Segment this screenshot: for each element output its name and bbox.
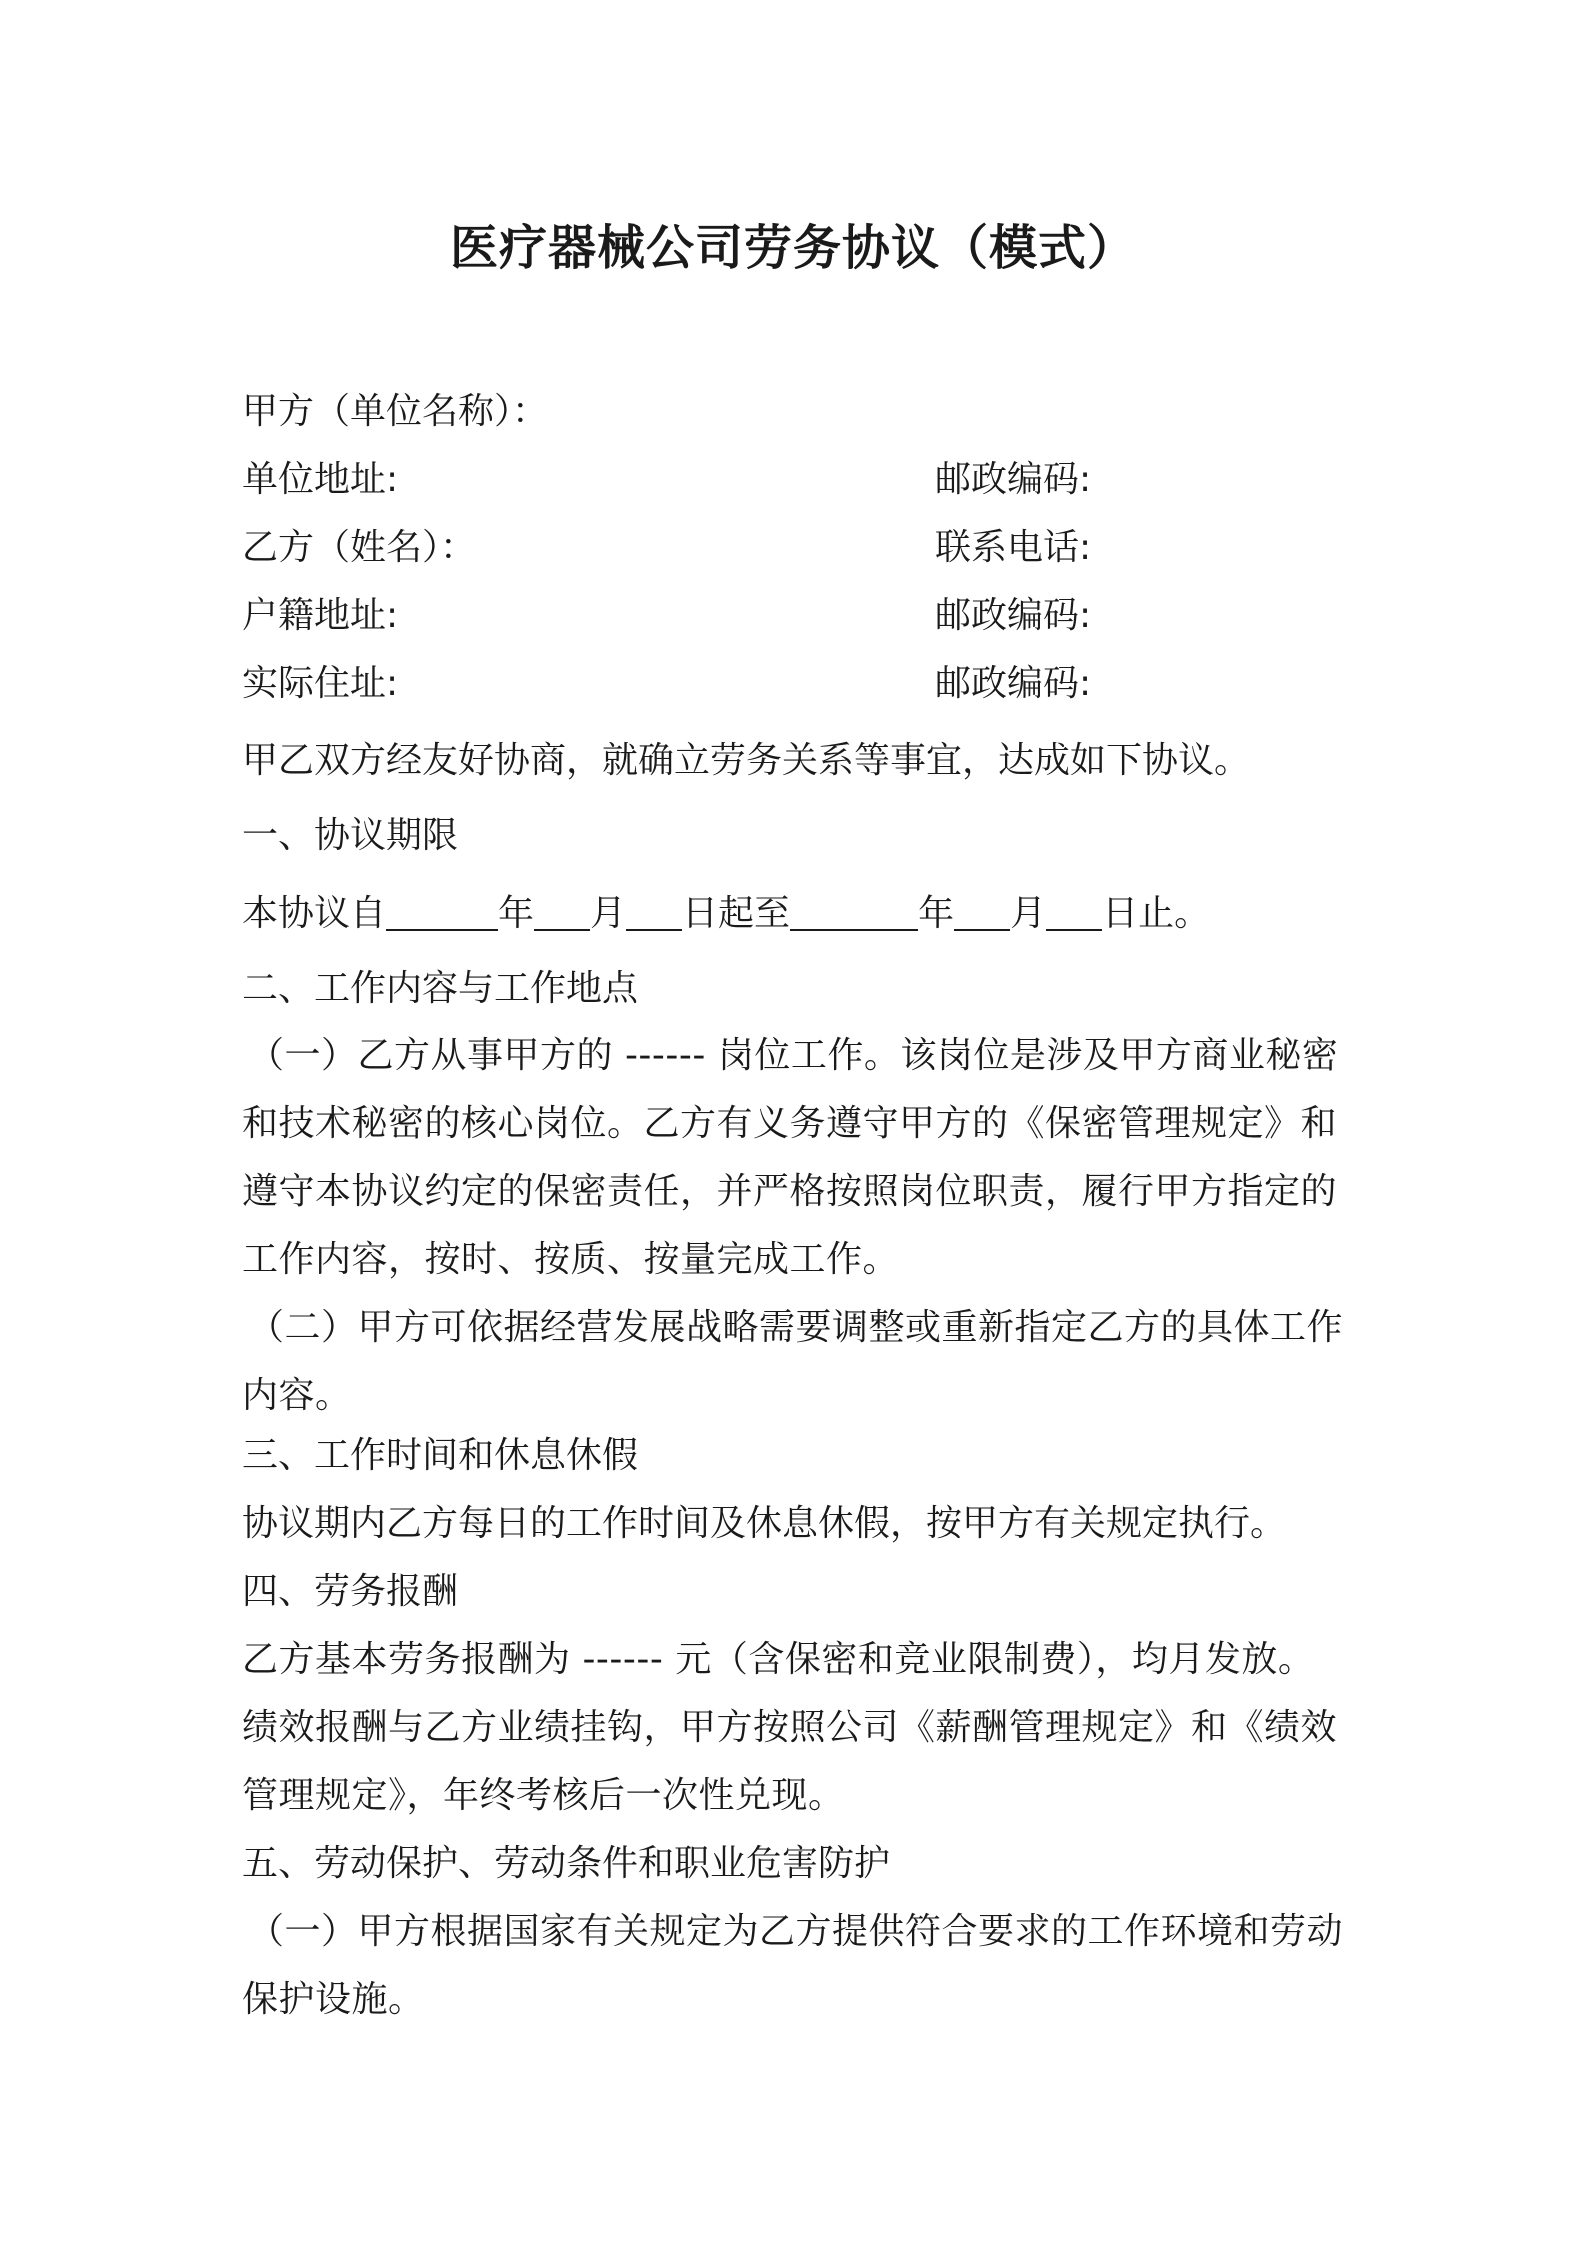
postal-code-label: 邮政编码: <box>935 459 1092 500</box>
paragraph-line: （一）乙方从事甲方的 ------ 岗位工作。该岗位是涉及甲方商业秘密 <box>248 1035 1339 1076</box>
term-text: 本协议自 <box>242 893 387 934</box>
actual-address-label: 实际住址: <box>242 663 399 704</box>
day-blank[interactable] <box>626 889 682 931</box>
phone-label: 联系电话: <box>935 527 1092 568</box>
section-paragraph <box>242 1626 1352 1830</box>
postal-code-label: 邮政编码: <box>935 663 1092 704</box>
household-address-label: 户籍地址: <box>242 595 399 636</box>
month-blank[interactable] <box>954 889 1010 931</box>
party-b-label: 乙方（姓名）： <box>242 527 477 568</box>
term-text: 日起至 <box>682 893 791 934</box>
postal-code-label: 邮政编码: <box>935 595 1092 636</box>
term-text: 月 <box>590 893 627 934</box>
term-clause <box>242 889 1210 938</box>
term-text: 月 <box>1010 893 1047 934</box>
section-paragraph <box>242 1898 1358 2034</box>
section-paragraph <box>242 1022 1358 1430</box>
intro-paragraph: 甲乙双方经友好协商，就确立劳务关系等事宜，达成如下协议。 <box>242 740 1251 781</box>
paragraph-line: （一）甲方根据国家有关规定为乙方提供符合要求的工作环境和劳动 <box>248 1911 1344 1952</box>
term-text: 年 <box>498 893 535 934</box>
paragraph-line: （二）甲方可依据经营发展战略需要调整或重新指定乙方的具体工作 <box>248 1307 1344 1348</box>
month-blank[interactable] <box>534 889 590 931</box>
paragraph-line: 保护设施。 <box>242 1979 425 2020</box>
term-text: 年 <box>918 893 955 934</box>
paragraph-line: 工作内容，按时、按质、按量完成工作。 <box>242 1239 900 1280</box>
year-blank[interactable] <box>790 889 918 931</box>
term-text: 日止。 <box>1102 893 1211 934</box>
section-heading: 四、劳务报酬 <box>242 1571 459 1612</box>
paragraph-line: 管理规定》，年终考核后一次性兑现。 <box>242 1775 845 1816</box>
document-title: 医疗器械公司劳务协议（模式） <box>449 220 1136 276</box>
section-paragraph: 协议期内乙方每日的工作时间及休息休假，按甲方有关规定执行。 <box>242 1503 1287 1544</box>
paragraph-line: 乙方基本劳务报酬为 ------ 元（含保密和竞业限制费），均月发放。 <box>242 1639 1315 1680</box>
paragraph-line: 和技术秘密的核心岗位。乙方有义务遵守甲方的《保密管理规定》和 <box>242 1103 1338 1144</box>
section-heading: 一、协议期限 <box>242 815 459 856</box>
year-blank[interactable] <box>386 889 498 931</box>
paragraph-line: 遵守本协议约定的保密责任，并严格按照岗位职责，履行甲方指定的 <box>242 1171 1338 1212</box>
unit-address-label: 单位地址: <box>242 459 399 500</box>
section-heading: 二、工作内容与工作地点 <box>242 968 639 1009</box>
paragraph-line: 绩效报酬与乙方业绩挂钩，甲方按照公司《薪酬管理规定》和《绩效 <box>242 1707 1338 1748</box>
section-heading: 五、劳动保护、劳动条件和职业危害防护 <box>242 1843 891 1884</box>
paragraph-line: 内容。 <box>242 1375 352 1416</box>
day-blank[interactable] <box>1046 889 1102 931</box>
section-heading: 三、工作时间和休息休假 <box>242 1435 639 1476</box>
party-a-label: 甲方（单位名称）： <box>242 391 549 432</box>
